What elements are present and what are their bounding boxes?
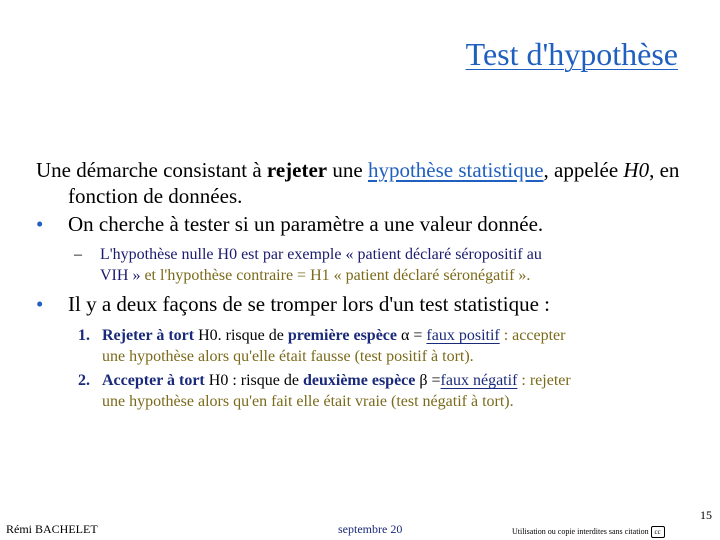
intro-h0: H0 bbox=[623, 158, 650, 182]
sub-bullet-1 bbox=[74, 244, 694, 286]
bullet-1-text: On cherche à tester si un paramètre a une valeur donnée. bbox=[68, 212, 544, 236]
item-text-3: : rejeter bbox=[517, 372, 571, 389]
sub-bullet-line1: L'hypothèse nulle H0 est par exemple « patient déclaré séropositif au bbox=[100, 246, 542, 263]
bullet-dot: • bbox=[36, 212, 44, 236]
sub-bullet-line2b: et l'hypothèse contraire = H1 « patient déclaré séronégatif ». bbox=[144, 267, 531, 284]
footer-date: septembre 20 bbox=[338, 522, 403, 536]
intro-text-mid: une bbox=[327, 158, 368, 182]
item-bold-2: deuxième espèce bbox=[302, 372, 416, 389]
hypothesis-link[interactable]: hypothèse statistique bbox=[367, 158, 544, 182]
item-text: H0. risque de bbox=[194, 327, 288, 344]
list-item-2 bbox=[78, 370, 698, 412]
slide-title: Test d'hypothèse bbox=[465, 36, 678, 72]
false-negative-link[interactable]: faux négatif bbox=[440, 372, 518, 389]
item-text-3: : accepter bbox=[499, 327, 566, 344]
intro-bold: rejeter bbox=[266, 158, 328, 182]
item-bold-2: première espèce bbox=[287, 327, 397, 344]
item-number: 1. bbox=[78, 327, 90, 344]
item-bold: Accepter à tort bbox=[102, 372, 205, 389]
item-text: H0 : risque de bbox=[204, 372, 303, 389]
page-number: 15 bbox=[700, 508, 712, 522]
footer-author: Rémi BACHELET bbox=[6, 522, 98, 536]
item-line2: une hypothèse alors qu'en fait elle était vraie (test négatif à tort). bbox=[102, 393, 514, 410]
item-bold: Rejeter à tort bbox=[102, 327, 195, 344]
intro-text: Une démarche consistant à bbox=[36, 158, 267, 182]
intro-text-end: , en fonction de données. bbox=[68, 158, 680, 208]
bullet-dot: • bbox=[36, 292, 44, 316]
bullet-1 bbox=[36, 211, 543, 237]
false-positive-link[interactable]: faux positif bbox=[426, 327, 500, 344]
intro-paragraph bbox=[36, 157, 720, 209]
sub-bullet-line2a: VIH » bbox=[100, 267, 145, 284]
dash-marker: – bbox=[74, 246, 82, 263]
license-text: Utilisation ou copie interdites sans citation bbox=[512, 526, 649, 536]
bullet-2-text: Il y a deux façons de se tromper lors d'un test statistique : bbox=[68, 292, 551, 316]
list-item-1 bbox=[78, 325, 698, 367]
item-text-2: β = bbox=[415, 372, 441, 389]
item-number: 2. bbox=[78, 372, 90, 389]
bullet-2 bbox=[36, 291, 550, 317]
footer-license bbox=[512, 526, 665, 538]
item-line2: une hypothèse alors qu'elle était fausse (test positif à tort). bbox=[102, 348, 474, 365]
item-text-2: α = bbox=[397, 327, 427, 344]
cc-icon: cc bbox=[651, 526, 665, 538]
intro-text-post: , appelée bbox=[543, 158, 624, 182]
